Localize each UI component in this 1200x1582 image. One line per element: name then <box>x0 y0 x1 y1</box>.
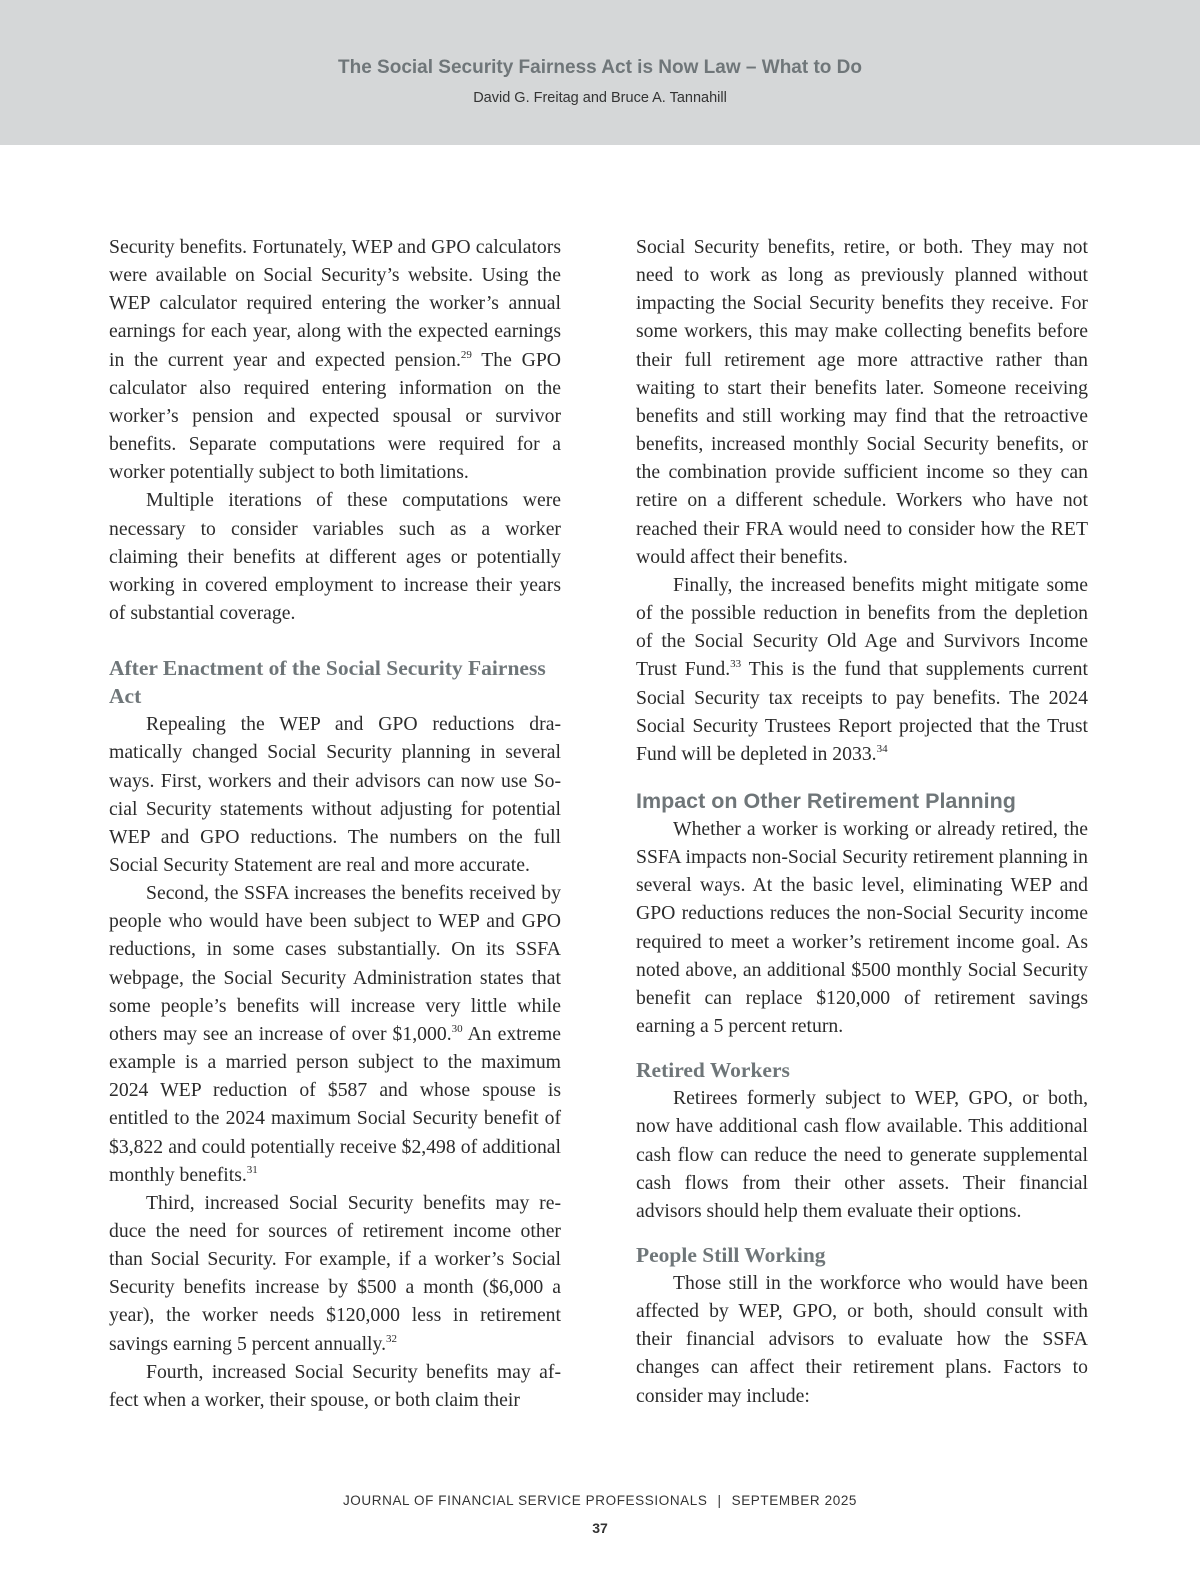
footnote-ref[interactable]: 34 <box>876 742 888 755</box>
page-number: 37 <box>592 1520 608 1536</box>
article-authors: David G. Freitag and Bruce A. Tannahill <box>473 90 727 106</box>
section-heading: After Enactment of the Social Security Fairness Act <box>109 656 546 709</box>
paragraph: Second, the SSFA increases the benefits received by people who would have been subject to WEP and GPO reductions, in some cases substantially. On its SSFA webpage, the Social Security Administration states that some people’s benefits will increase very little while others may see an increase of over $1,000.30 An extreme example is a married person subject to the maximum 2024 WEP reduction of $587 and whose spouse is entitled to the 2024 maximum Social Security benefit of $3,822 and could potentially receive $2,498 of additional monthly benefits.$^{31}$ <box>109 882 561 1186</box>
paragraph: Fourth, increased Social Security benefits may affect when a worker, their spouse, or both claim their <box>109 1360 561 1411</box>
footnote-ref[interactable]: 33 <box>730 658 742 671</box>
subsection-heading: People Still Working <box>636 1243 826 1267</box>
article-title: The Social Security Fairness Act is Now Law – What to Do <box>337 57 863 78</box>
footnote-ref[interactable]: 29 <box>460 348 472 361</box>
paragraph: Social Security benefits, retire, or both. They may not need to work as long as previously planned without impacting the Social Security benefits they receive. For some workers, this may make collecting benefits before their full retirement age more attractive rather than waiting to start their benefits later. Someone receiving benefits and still working may find that the retroactive benefits, increased monthly Social Security benefits, or the combination provide sufficient income so they can retire on a different schedule. Workers who have not reached their FRA would need to consider how the RET would affect their benefits. <box>636 236 1088 568</box>
paragraph: Those still in the workforce who would have been affected by WEP, GPO, or both, should consult with their financial advisors to evaluate how the SSFA changes can affect their retirement plans. Factors to consider may include: <box>636 1272 1088 1407</box>
left-column <box>109 233 561 1414</box>
right-column <box>636 233 1088 1410</box>
paragraph: Retirees formerly subject to WEP, GPO, or both, now have additional cash flow available. This additional cash flow can reduce the need to generate supplemental cash flows from their other assets. Their financial advisors should help them evaluate their options. <box>636 1087 1088 1222</box>
journal-footer <box>0 1493 1200 1508</box>
paragraph: Repealing the WEP and GPO reductions dramatically changed Social Security planning in several ways. First, workers and their advisors can now use Social Security statements without adjusting for potential WEP and GPO reductions. The numbers on the full Social Security Statement are real and more accurate. <box>109 713 561 876</box>
section-heading: Impact on Other Retirement Planning <box>636 788 1016 813</box>
journal-name: JOURNAL OF FINANCIAL SERVICE PROFESSIONALS <box>342 1493 708 1508</box>
paragraph: Finally, the increased benefits might mitigate some of the possible reduction in benefits from the depletion of the Social Security Old Age and Survivors Income Trust Fund.$^{33}$ This is the fund that supplements current Social Security tax receipts to pay benefits. The 2024 Social Security Trustees Report projected that the Trust Fund will be depleted in 2033.34 <box>636 573 1088 765</box>
paragraph: Security benefits. Fortunately, WEP and GPO calculators were available on Social Security’s website. Using the WEP calculator required entering the worker’s annual earnings for each year, along with the expected earnings in the current year and expected pension.$^{29}$ The GPO calculator also required entering information on the worker’s pension and expected spousal or survivor benefits. Separate computations were required for a worker potentially subject to both limitations. <box>109 236 561 484</box>
paragraph: Multiple iterations of these computations were necessary to consider variables such as a worker claiming their benefits at different ages or potentially working in covered employment to increase their years of substantial coverage. <box>109 489 561 625</box>
subsection-heading: Retired Workers <box>636 1058 790 1083</box>
footnote-ref[interactable]: 32 <box>386 1332 397 1345</box>
footnote-ref[interactable]: 31 <box>246 1163 258 1176</box>
footnote-ref[interactable]: 30 <box>451 1022 463 1035</box>
issue-date: SEPTEMBER 2025 <box>731 1493 858 1508</box>
footer-separator: | <box>717 1493 722 1508</box>
paragraph: Whether a worker is working or already retired, the SSFA impacts non-Social Security retirement planning in several ways. At the basic level, eliminating WEP and GPO reductions reduces the non-Social Security income required to meet a worker’s retirement income goal. As noted above, an additional $500 monthly Social Security benefit can replace $120,000 of retirement savings earning a 5 percent return. <box>636 817 1088 1038</box>
header-banner <box>0 0 1200 145</box>
paragraph: Third, increased Social Security benefits may reduce the need for sources of retirement income other than Social Security. For example, if a worker’s Social Security benefits increase by $500 a month ($6,000 a year), the worker needs $120,000 less in retirement savings earning 5 percent annually.$^{32}$ <box>109 1191 561 1355</box>
